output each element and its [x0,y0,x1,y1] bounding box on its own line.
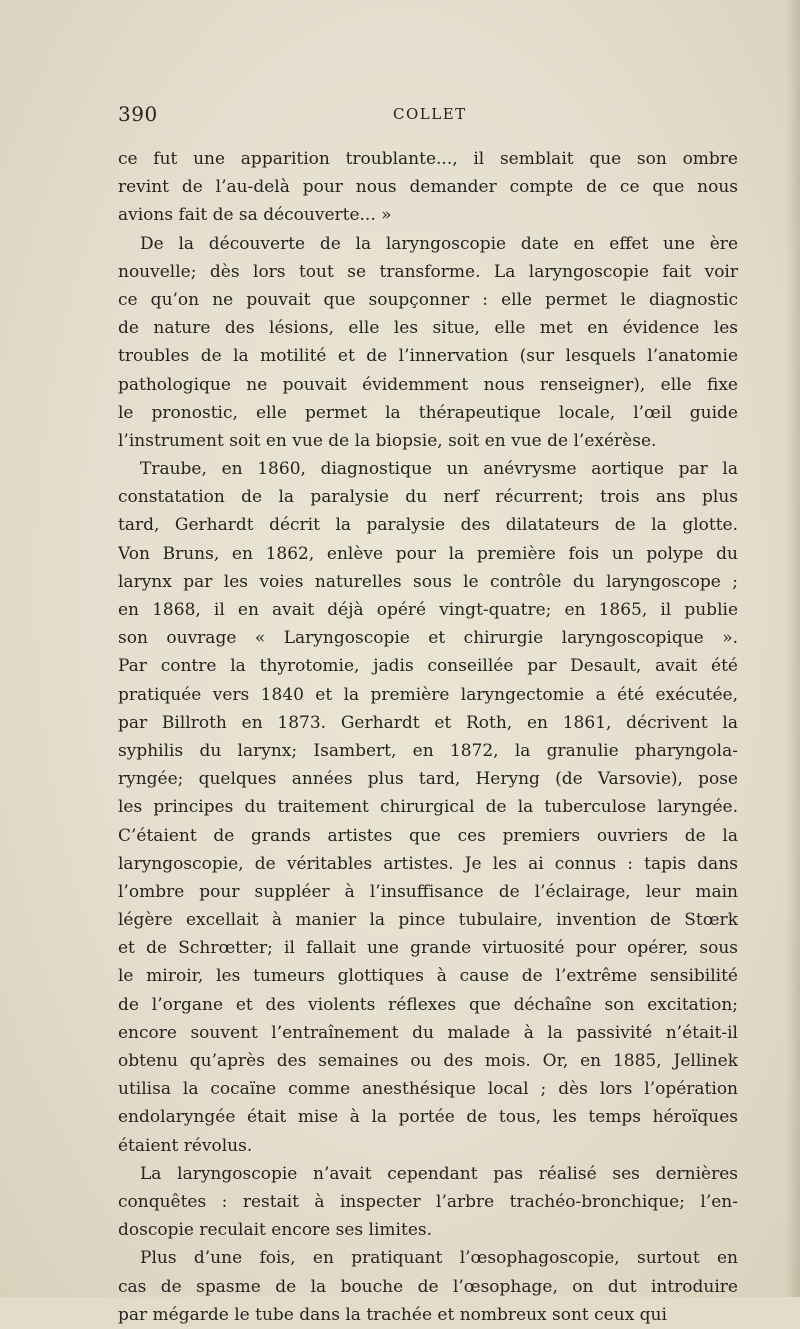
text-line: pathologique ne pouvait évidemment nous renseigner), elle fixe [118,374,738,395]
paragraph [118,230,738,456]
text-line: légère excellait à manier la pince tubulaire, invention de Stœrk [118,910,738,931]
text-line: par mégarde le tube dans la trachée et nombreux sont ceux qui [118,1304,667,1325]
text-line: l’instrument soit en vue de la biopsie, soit en vue de l’exérèse. [118,430,657,451]
text-line: Von Bruns, en 1862, enlève pour la première fois un polype du [118,543,738,564]
text-line: laryngoscopie, de véritables artistes. Je les ai connus : tapis dans [118,853,738,874]
paragraph [118,1160,738,1245]
text-line: utilisa la cocaïne comme anesthésique local ; dès lors l’opération [118,1079,738,1100]
text-line: troubles de la motilité et de l’innervation (sur lesquels l’anatomie [118,346,738,367]
text-line: de l’organe et des violents réflexes que déchaîne son excitation; [118,994,738,1015]
text-line: étaient révolus. [118,1135,253,1156]
text-line: obtenu qu’après des semaines ou des mois. Or, en 1885, Jellinek [118,1051,738,1071]
running-title: COLLET [393,105,467,123]
text-line: constatation de la paralysie du nerf récurrent; trois ans plus [118,487,738,508]
text-line: et de Schrœtter; il fallait une grande virtuosité pour opérer, sous [118,938,738,959]
running-header [118,102,738,128]
text-line: son ouvrage « Laryngoscopie et chirurgie laryngoscopique ». [118,628,738,649]
text-line: l’ombre pour suppléer à l’insuffisance de l’éclairage, leur main [118,881,738,902]
text-line: doscopie reculait encore ses limites. [118,1220,433,1241]
text-body [118,145,738,1329]
text-line: ryngée; quelques années plus tard, Heryng (de Varsovie), pose [118,769,738,790]
text-line: Traube, en 1860, diagnostique un anévrysme aortique par la [140,459,738,480]
text-line: syphilis du larynx; Isambert, en 1872, la granulie pharyngola- [118,740,738,761]
text-line: conquêtes : restait à inspecter l’arbre trachéo-bronchique; l’en- [118,1191,738,1212]
text-line: le miroir, les tumeurs glottiques à cause de l’extrême sensibilité [118,966,738,987]
text-line: Par contre la thyrotomie, jadis conseillée par Desault, avait été [118,656,738,677]
text-line: pratiquée vers 1840 et la première laryngectomie a été exécutée, [118,684,738,705]
text-line: Plus d’une fois, en pratiquant l’œsophagoscopie, surtout en [140,1248,738,1269]
text-line: revint de l’au-delà pour nous demander compte de ce que nous [118,177,738,198]
paragraph [118,145,738,230]
text-line: de nature des lésions, elle les situe, elle met en évidence les [118,318,738,339]
text-line: La laryngoscopie n’avait cependant pas réalisé ses dernières [140,1163,738,1184]
text-line: ce fut une apparition troublante..., il semblait que son ombre [118,149,738,169]
text-line: ce qu’on ne pouvait que soupçonner : elle permet le diagnostic [118,289,738,310]
paragraph [118,455,738,1160]
text-line: encore souvent l’entraînement du malade à la passivité n’était-il [118,1022,738,1043]
text-line: De la découverte de la laryngoscopie date en effet une ère [140,233,738,254]
paragraph [118,1244,738,1329]
text-line: avions fait de sa découverte... » [118,205,392,226]
text-line: endolaryngée était mise à la portée de tous, les temps héroïques [118,1107,738,1128]
text-line: C’étaient de grands artistes que ces premiers ouvriers de la [118,825,738,846]
page-number: 390 [118,102,158,126]
text-line: larynx par les voies naturelles sous le contrôle du laryngoscope ; [118,571,738,592]
page-edge-shadow [786,0,800,1297]
text-line: les principes du traitement chirurgical de la tuberculose laryngée. [118,797,738,818]
text-line: cas de spasme de la bouche de l’œsophage, on dut introduire [118,1276,738,1297]
text-line: par Billroth en 1873. Gerhardt et Roth, en 1861, décrivent la [118,712,738,733]
text-line: le pronostic, elle permet la thérapeutique locale, l’œil guide [118,402,738,423]
text-line: nouvelle; dès lors tout se transforme. La laryngoscopie fait voir [118,261,738,282]
text-line: en 1868, il en avait déjà opéré vingt-quatre; en 1865, il publie [118,600,738,620]
text-line: tard, Gerhardt décrit la paralysie des dilatateurs de la glotte. [118,515,738,536]
